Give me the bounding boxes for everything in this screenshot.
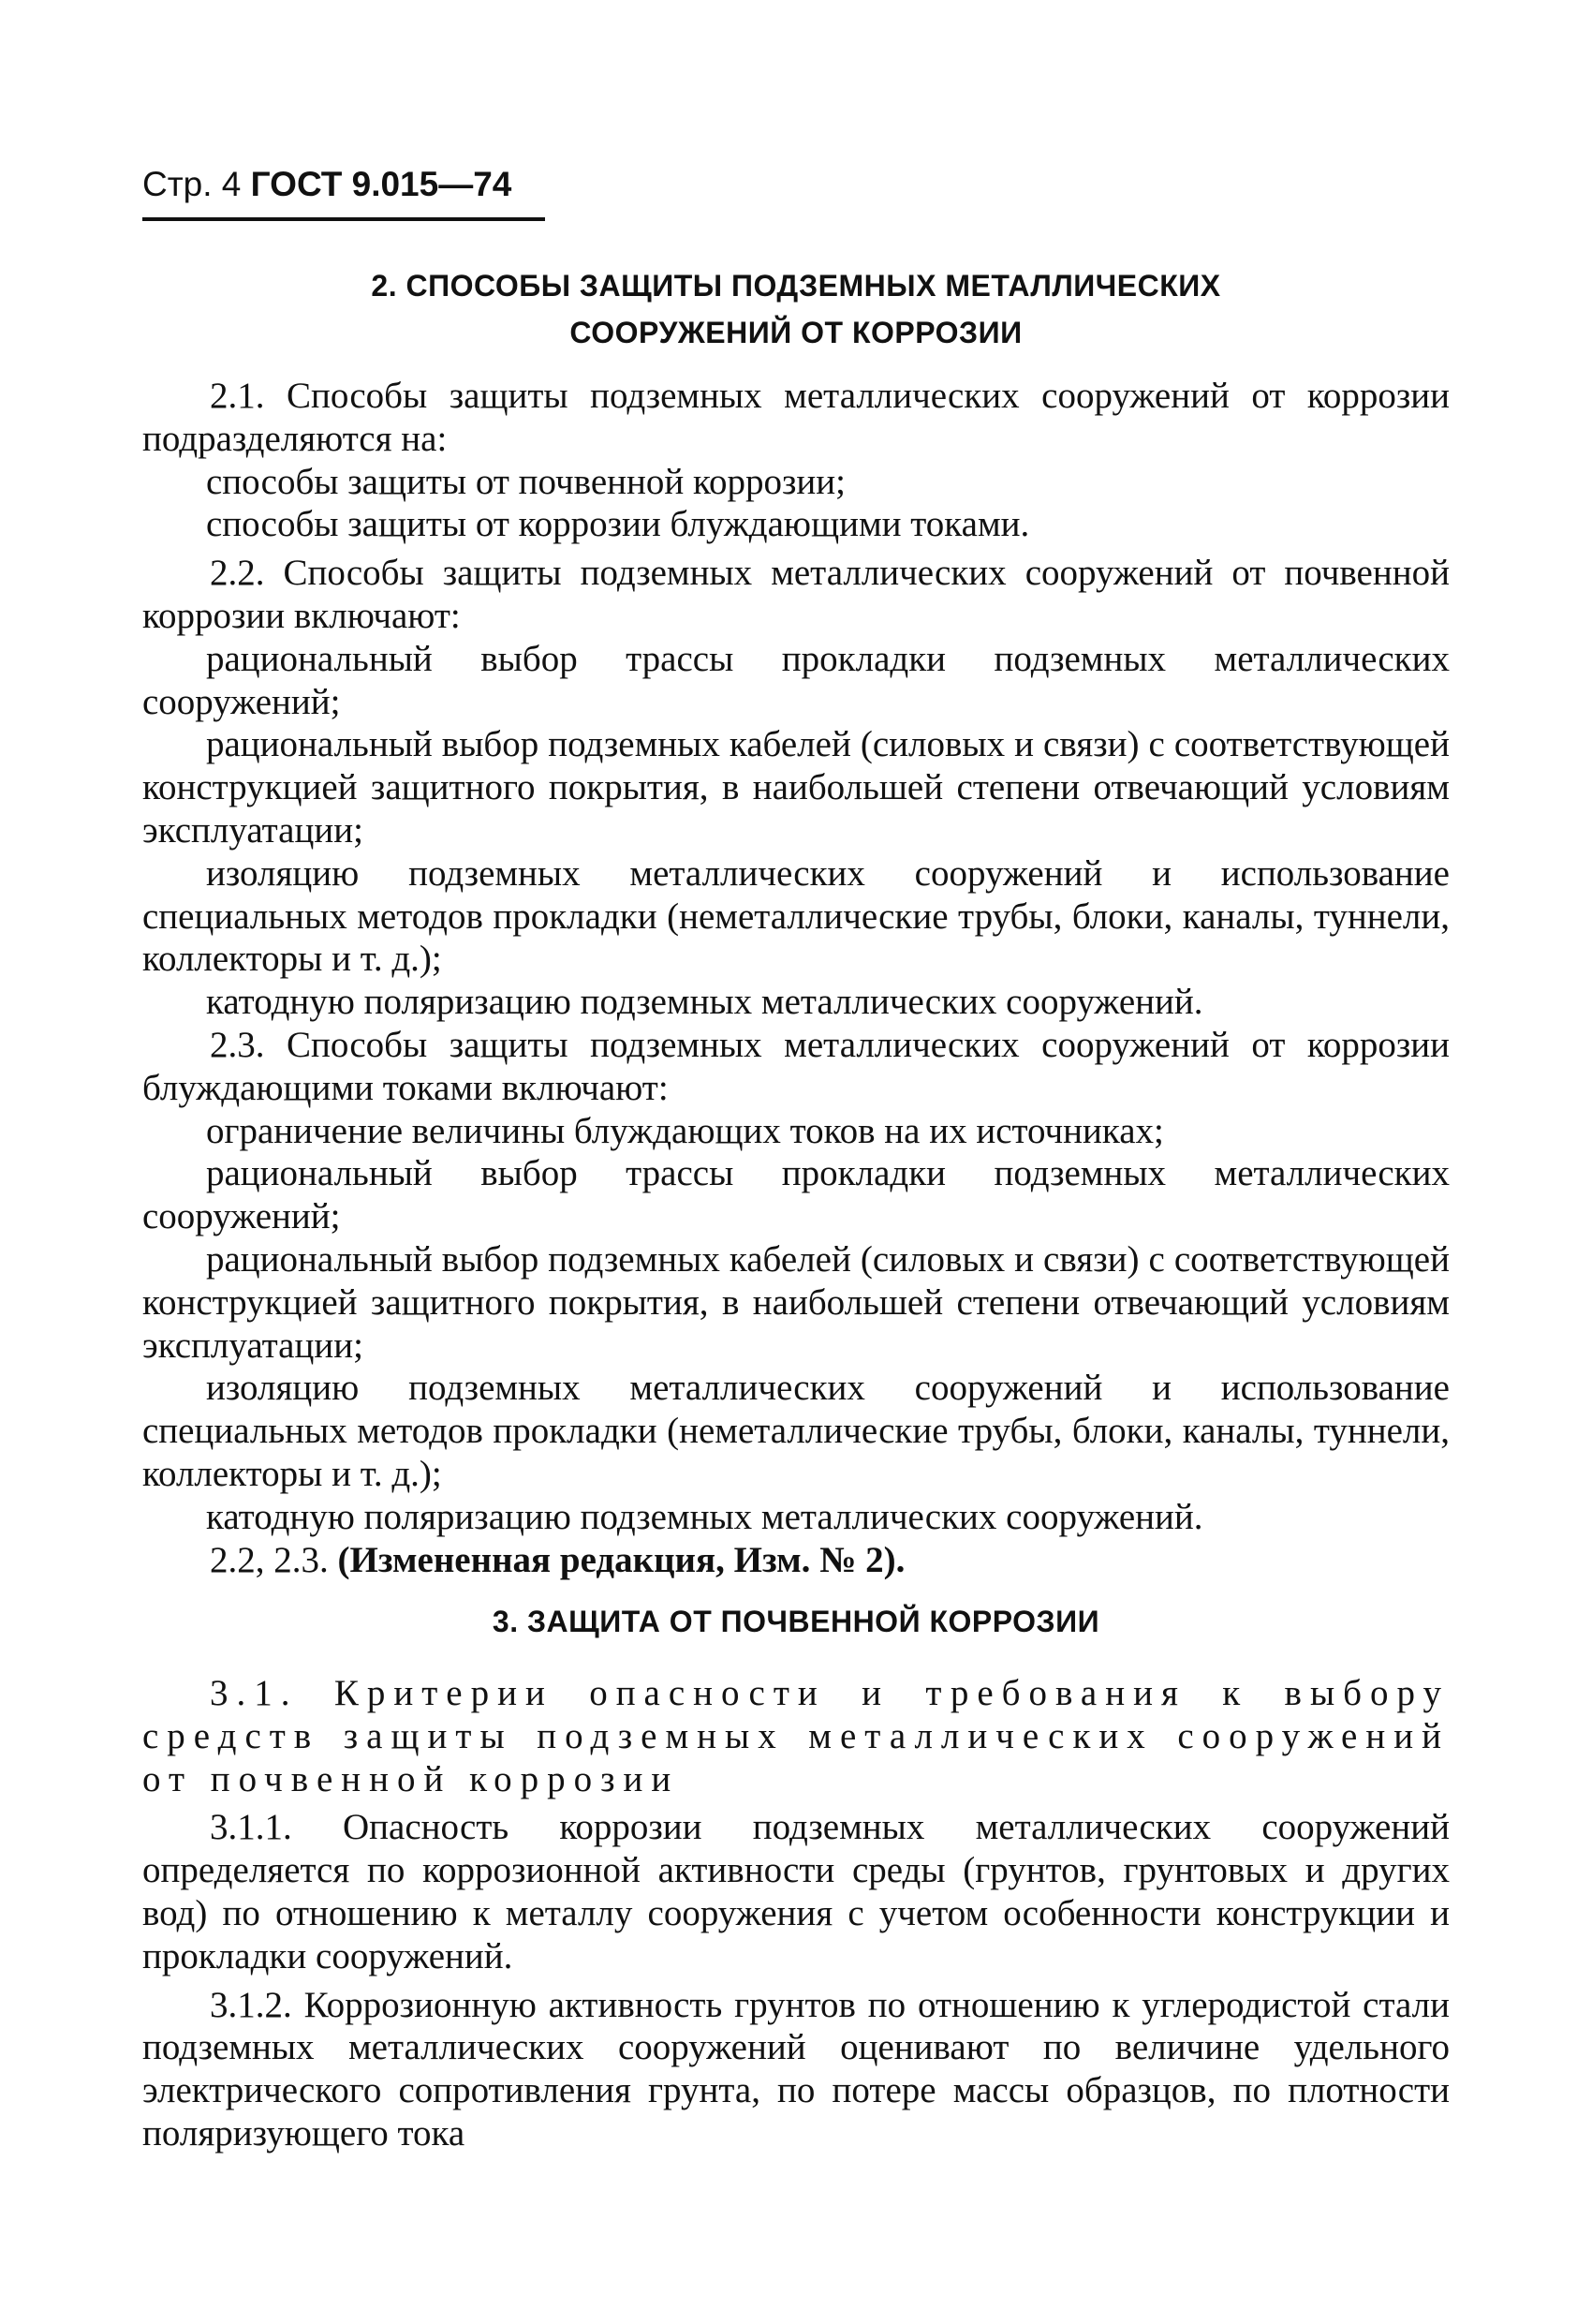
- page-header: [142, 165, 511, 204]
- section-2-title: [142, 262, 1450, 356]
- paragraph-2-3: 2.3. Способы защиты подземных металлических сооружений от коррозии блуждающими токами включают:: [142, 1024, 1450, 1108]
- list-item: ограничение величины блуждающих токов на их источниках;: [206, 1110, 1164, 1151]
- paragraph-2-2: 2.2. Способы защиты подземных металлических сооружений от почвенной коррозии включают:: [142, 553, 1450, 636]
- list-item: изоляцию подземных металлических сооружений и использование специальных методов прокладки (неметаллические трубы, блоки, каналы, туннели, коллекторы и т. д.);: [142, 852, 1450, 980]
- list-item: рациональный выбор трассы прокладки подземных металлических сооружений;: [142, 1153, 1450, 1237]
- paragraph-3-1-heading: 3.1. Критерии опасности и требования к выбору средств защиты подземных металлических сооружений от почвенной коррозии: [142, 1673, 1450, 1799]
- header-divider: [142, 217, 545, 221]
- section-2-title-line-2: СООРУЖЕНИЙ ОТ КОРРОЗИИ: [569, 316, 1023, 349]
- section-2-body: [142, 375, 1450, 1581]
- list-item: способы защиты от коррозии блуждающими токами.: [206, 504, 1030, 545]
- amendment-ref: 2.2, 2.3.: [210, 1539, 329, 1580]
- list-item: рациональный выбор подземных кабелей (силовых и связи) с соответствующей конструкцией защитного покрытия, в наибольшей степени отвечающий условиям эксплуатации;: [142, 724, 1450, 851]
- paragraph-3-1-2: 3.1.2. Коррозионную активность грунтов по отношению к углеродистой стали подземных металлических сооружений оценивают по величине удельного электрического сопротивления грунта, по потере массы образцов, по плотности поляризующего тока: [142, 1984, 1450, 2154]
- list-item: способы защиты от почвенной коррозии;: [206, 461, 846, 502]
- list-item: изоляцию подземных металлических сооружений и использование специальных методов прокладки (неметаллические трубы, блоки, каналы, туннели, коллекторы и т. д.);: [142, 1368, 1450, 1494]
- amendment-text: (Измененная редакция, Изм. № 2).: [337, 1539, 906, 1580]
- standard-number: ГОСТ 9.015—74: [250, 165, 512, 203]
- page-number-label: Стр. 4: [142, 165, 242, 203]
- section-2-title-line-1: 2. СПОСОБЫ ЗАЩИТЫ ПОДЗЕМНЫХ МЕТАЛЛИЧЕСКИХ: [371, 269, 1221, 303]
- section-3-title: 3. ЗАЩИТА ОТ ПОЧВЕННОЙ КОРРОЗИИ: [492, 1605, 1100, 1638]
- paragraph-2-1: 2.1. Способы защиты подземных металлических сооружений от коррозии подразделяются на:: [142, 376, 1450, 459]
- amendment-note: [142, 1539, 1450, 1582]
- list-item: катодную поляризацию подземных металлических сооружений.: [206, 982, 1203, 1023]
- paragraph-3-1-1: 3.1.1. Опасность коррозии подземных металлических сооружений определяется по коррозионной активности среды (грунтов, грунтовых и других вод) по отношению к металлу сооружения с учетом особенности конструкции и прокладки сооружений.: [142, 1807, 1450, 1976]
- list-item: рациональный выбор трассы прокладки подземных металлических сооружений;: [142, 638, 1450, 722]
- list-item: рациональный выбор подземных кабелей (силовых и связи) с соответствующей конструкцией защитного покрытия, в наибольшей степени отвечающий условиям эксплуатации;: [142, 1238, 1450, 1366]
- list-item: катодную поляризацию подземных металлических сооружений.: [206, 1496, 1203, 1537]
- section-3-body: [142, 1672, 1450, 2155]
